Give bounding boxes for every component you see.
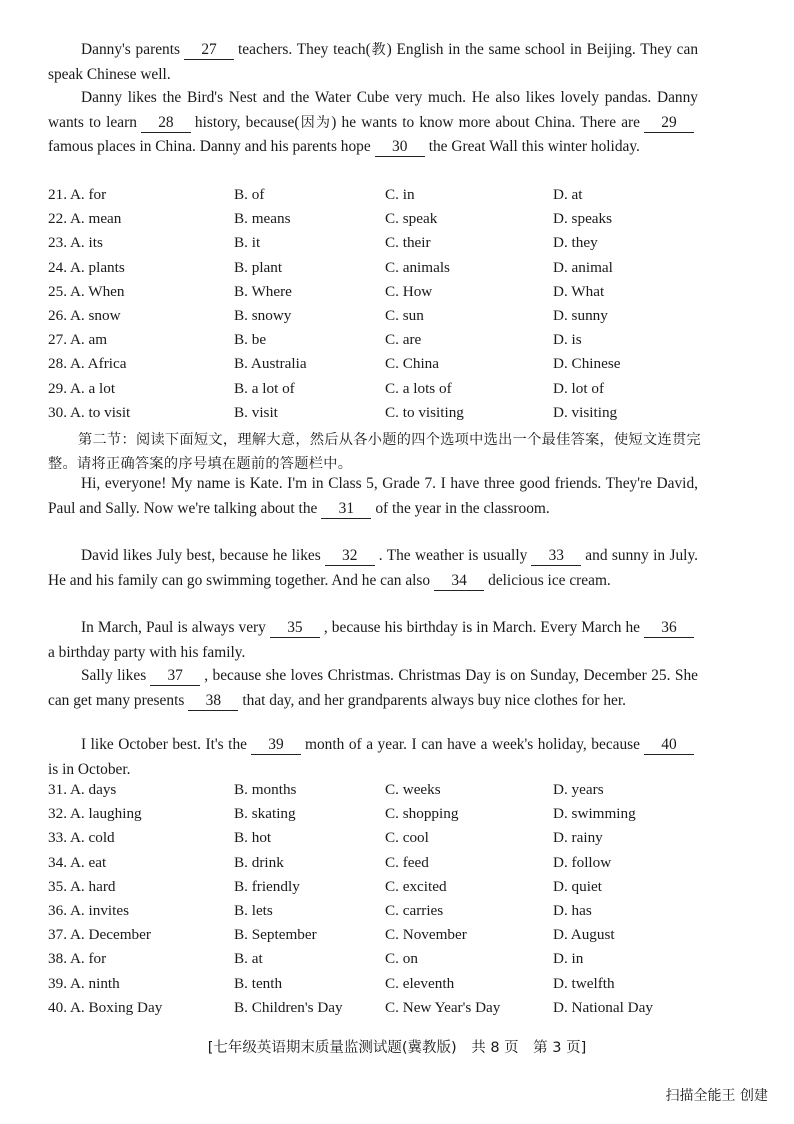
text: of the year in the classroom. [375,499,550,517]
text: , because his birthday is in March. Every March he [323,619,640,636]
option-d: D. August [553,926,615,944]
option-c: C. speak [385,210,438,228]
option-b: B. lets [234,901,273,919]
option-d: D. swimming [553,805,636,823]
option-row [48,186,708,210]
option-b: B. months [234,781,297,798]
option-d: D. years [553,781,604,798]
option-q: 25. A. When [48,282,125,300]
option-q: 35. A. hard [48,877,116,895]
option-b: B. be [234,331,267,349]
text: Hi, everyone! My name is Kate. I'm in Class 5, Grade 7. I have three good friends. They're David, Paul and Sally. Now we're talking about the [48,475,698,517]
option-q: 26. A. snow [48,306,121,324]
option-b: B. Where [234,282,292,300]
option-b: B. skating [234,805,296,823]
option-q: 31. A. days [48,781,117,798]
option-q: 23. A. its [48,234,103,252]
chinese-gloss: 教 [370,42,387,58]
text: that day, and her grandparents always buy nice clothes for her. [242,691,626,709]
option-row [48,380,708,404]
scanner-watermark: 扫描全能王 创建 [665,1088,768,1104]
option-q: 36. A. invites [48,901,130,919]
passage2-paragraph-4 [48,664,698,713]
option-c: C. in [385,186,415,203]
text: I like October best. It's the [81,736,247,753]
option-b: B. at [234,950,263,968]
option-q: 24. A. plants [48,258,125,276]
text: ) he wants to know more about China. There are [331,113,640,131]
blank-29: 29 [644,114,694,133]
option-b: B. snowy [234,306,292,324]
option-row [48,926,708,950]
option-q: 27. A. am [48,331,108,349]
option-c: C. cool [385,829,429,847]
text: famous places in China. Danny and his parents hope [48,138,371,156]
option-b: B. friendly [234,877,300,895]
option-row [48,355,708,379]
option-q: 29. A. a lot [48,379,116,397]
passage1-paragraph-2 [48,86,698,160]
option-b: B. it [234,234,261,252]
blank-31: 31 [321,500,371,519]
option-q: 39. A. ninth [48,974,120,992]
option-c: C. on [385,950,418,968]
option-row [48,805,708,829]
option-q: 32. A. laughing [48,805,142,823]
option-row [48,950,708,974]
option-row [48,854,708,878]
passage1-paragraph-1 [48,38,698,87]
blank-30: 30 [375,138,425,157]
option-c: C. weeks [385,781,441,798]
option-q: 21. A. for [48,186,107,203]
option-b: B. drink [234,853,284,871]
option-b: B. of [234,186,265,203]
option-q: 40. A. Boxing Day [48,998,163,1016]
option-row [48,829,708,853]
options-31-40 [48,781,708,1023]
option-row [48,210,708,234]
option-b: B. visit [234,403,278,421]
option-d: D. quiet [553,877,602,895]
option-c: C. carries [385,901,444,919]
text: David likes July best, because he likes [81,547,321,564]
option-row [48,999,708,1023]
option-c: C. feed [385,853,429,871]
text: history, because( [194,113,300,131]
option-d: D. Chinese [553,355,621,373]
option-row [48,259,708,283]
option-d: D. they [553,234,598,252]
passage2-paragraph-2 [48,544,698,593]
option-row [48,781,708,805]
option-d: D. twelfth [553,974,615,992]
text: a birthday party with his family. [48,643,246,661]
option-q: 33. A. cold [48,829,115,847]
option-c: C. are [385,331,422,349]
text: , because she loves Christmas. Christmas Day is on Sunday, December 25. She can get many presents [48,667,698,709]
text: is in October. [48,760,131,778]
option-d: D. sunny [553,306,608,324]
blank-36: 36 [644,619,694,638]
option-c: C. animals [385,258,450,276]
text: Danny's parents [81,41,181,58]
blank-37: 37 [150,667,200,686]
option-row [48,307,708,331]
blank-38: 38 [188,692,238,711]
option-d: D. in [553,950,584,968]
option-row [48,234,708,258]
option-d: D. is [553,331,582,349]
option-c: C. eleventh [385,974,455,992]
text: Sally likes [81,667,147,684]
option-row [48,878,708,902]
option-c: C. China [385,355,440,373]
option-b: B. plant [234,258,283,276]
option-d: D. What [553,282,605,300]
text: teachers. They teach( [238,41,371,58]
option-q: 37. A. December [48,926,151,944]
option-c: C. a lots of [385,379,452,397]
option-c: C. November [385,926,467,944]
text: . The weather is usually [378,547,528,564]
option-q: 28. A. Africa [48,355,127,373]
blank-35: 35 [270,619,320,638]
option-c: C. shopping [385,805,459,823]
option-d: D. visiting [553,403,618,421]
option-q: 38. A. for [48,950,107,968]
blank-27: 27 [184,41,234,60]
option-b: B. means [234,210,291,228]
blank-34: 34 [434,572,484,591]
option-row [48,975,708,999]
option-row [48,283,708,307]
blank-32: 32 [325,547,375,566]
blank-40: 40 [644,736,694,755]
options-21-30 [48,186,708,428]
option-d: D. rainy [553,829,603,847]
option-b: B. Australia [234,355,307,373]
option-b: B. tenth [234,974,283,992]
option-c: C. New Year's Day [385,998,501,1016]
text: delicious ice cream. [488,571,611,589]
option-c: C. their [385,234,431,252]
text: month of a year. I can have a week's holiday, because [305,736,640,753]
passage2-paragraph-3 [48,616,698,665]
option-q: 30. A. to visit [48,403,131,421]
chinese-gloss: 因为 [299,114,332,131]
option-d: D. lot of [553,379,605,397]
option-c: C. excited [385,877,447,895]
option-d: D. speaks [553,210,613,228]
option-d: D. follow [553,853,612,871]
text: ) English in the same school in Beijing. They can speak Chinese well. [48,41,699,83]
blank-33: 33 [531,547,581,566]
text: In March, Paul is always very [81,619,266,636]
option-q: 22. A. mean [48,210,122,228]
option-row [48,404,708,428]
option-d: D. at [553,186,583,203]
option-c: C. sun [385,306,424,324]
option-d: D. has [553,901,592,919]
option-d: D. National Day [553,998,653,1016]
text: and sunny in July. He and his family can go swimming together. And he can also [48,547,698,589]
option-b: B. Children's Day [234,998,343,1016]
page-footer: [七年级英语期末质量监测试题(冀教版) 共 8 页 第 3 页] [207,1040,587,1056]
option-q: 34. A. eat [48,853,107,871]
text: Danny likes the Bird's Nest and the Water Cube very much. He also likes lovely pandas. Danny wants to learn [48,89,698,131]
blank-28: 28 [141,114,191,133]
option-row [48,902,708,926]
option-c: C. How [385,282,433,300]
option-d: D. animal [553,258,613,276]
option-b: B. a lot of [234,379,295,397]
option-row [48,331,708,355]
option-b: B. hot [234,829,272,847]
passage2-paragraph-5 [48,733,698,782]
option-c: C. to visiting [385,403,464,421]
section-2-instruction: 第二节：阅读下面短文，理解大意，然后从各小题的四个选项中选出一个最佳答案，使短文连贯完整。请将正确答案的序号填在题前的答题栏中。 [48,432,701,472]
passage2-paragraph-1 [48,472,698,521]
text: the Great Wall this winter holiday. [428,138,640,156]
blank-39: 39 [251,736,301,755]
option-b: B. September [234,926,317,944]
